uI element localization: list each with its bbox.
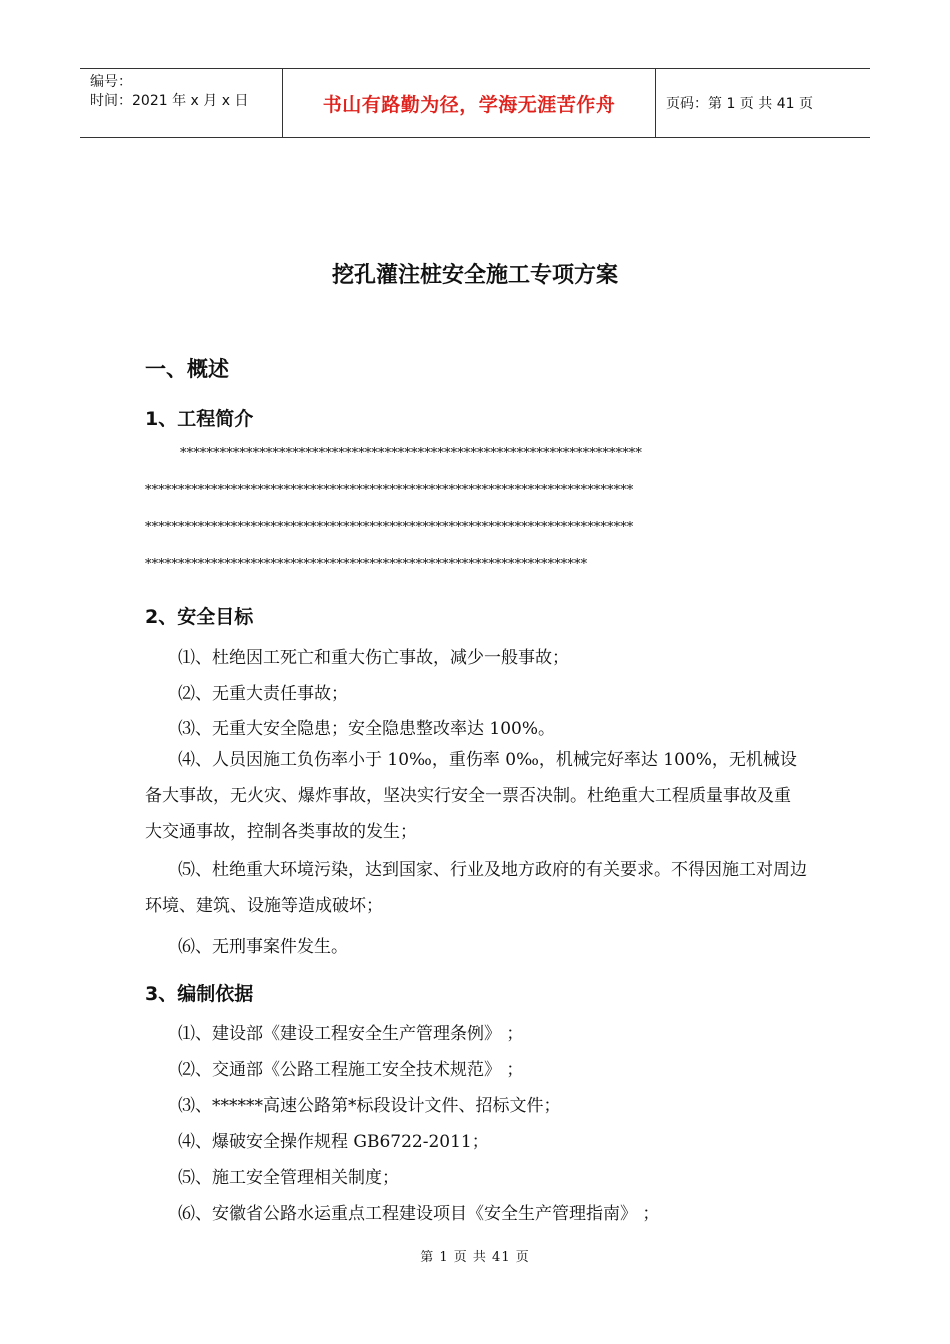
- subsection-heading-safety-goals: 2、安全目标: [145, 606, 254, 628]
- redacted-line: **********************************************************************: [180, 446, 642, 461]
- page-footer: 第 1 页 共 41 页: [420, 1250, 530, 1265]
- subsection-heading-basis: 3、编制依据: [145, 983, 254, 1005]
- list-item: ⑴、建设部《建设工程安全生产管理条例》 ；: [178, 1024, 524, 1044]
- list-item: ⑵、无重大责任事故；: [178, 684, 348, 704]
- header-meta: [80, 69, 282, 137]
- redacted-line: **************************************************************************: [145, 483, 634, 498]
- section-heading-overview: 一、概述: [145, 357, 229, 381]
- document-header: [80, 68, 870, 138]
- list-item: ⑷、爆破安全操作规程 GB6722-2011；: [178, 1132, 489, 1152]
- list-item: ⑷、人员因施工负伤率小于 10‰，重伤率 0‰，机械完好率达 100%，无机械设备大事故，无火灾、爆炸事故，坚决实行安全一票否决制。杜绝重大工程质量事故及重大交通事故，控制各类事故的发生；: [145, 750, 797, 842]
- list-item: ⑶、无重大安全隐患；安全隐患整改率达 100%。: [178, 719, 556, 739]
- redacted-line: *******************************************************************: [145, 557, 588, 572]
- list-item: ⑸、施工安全管理相关制度；: [178, 1168, 399, 1188]
- list-item: ⑵、交通部《公路工程施工安全技术规范》 ；: [178, 1060, 524, 1080]
- list-item: ⑴、杜绝因工死亡和重大伤亡事故，减少一般事故；: [178, 648, 569, 668]
- list-item: ⑹、无刑事案件发生。: [178, 937, 348, 957]
- number-label: 编号：: [90, 74, 132, 90]
- page-info: 页码：第 1 页 共 41 页: [666, 96, 813, 112]
- list-item: ⑸、杜绝重大环境污染，达到国家、行业及地方政府的有关要求。不得因施工对周边环境、建筑、设施等造成破坏；: [145, 860, 807, 916]
- document-title: 挖孔灌注桩安全施工专项方案: [331, 263, 618, 288]
- motto: 书山有路勤为径，学海无涯苦作舟: [282, 69, 656, 137]
- list-item: ⑹、安徽省公路水运重点工程建设项目《安全生产管理指南》 ；: [178, 1204, 660, 1224]
- list-item: ⑶、******高速公路第*标段设计文件、招标文件；: [178, 1096, 561, 1116]
- time-label: 时间：2021 年 x 月 x 日: [90, 93, 249, 109]
- subsection-heading-project-intro: 1、工程简介: [145, 408, 254, 430]
- redacted-line: **************************************************************************: [145, 520, 634, 535]
